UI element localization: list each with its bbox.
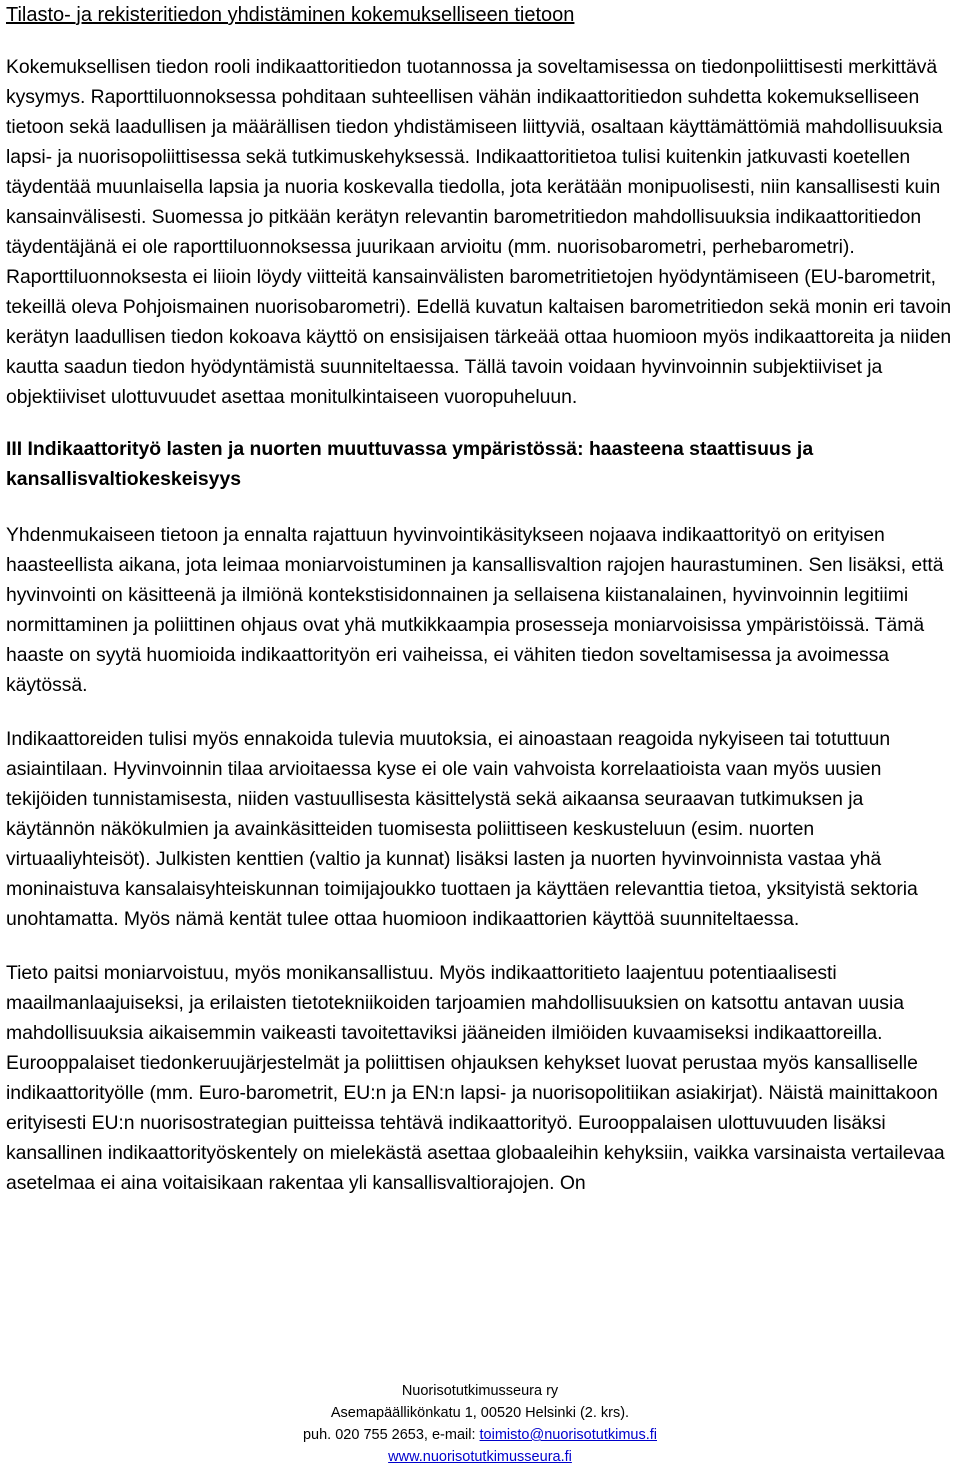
paragraph-3: Indikaattoreiden tulisi myös ennakoida tulevia muutoksia, ei ainoastaan reagoida nykyiseen tai totuttuun asiaintilaan. Hyvinvoinnin tilaa arvioitaessa kyse ei ole vain vahvoista korrelaatioista vaan myös uusien tekijöiden tunnistamisesta, niiden vastuullisesta käsittelystä sekä aikaansa seuraavan tutkimuksen ja käytännön näkökulmien ja avainkäsitteiden tuomisesta poliittiseen keskusteluun (esim. nuorten virtuaaliyhteisöt). Julkisten kenttien (valtio ja kunnat) lisäksi lasten ja nuorten hyvinvoinnista vastaa yhä moninaistuva kansalaisyhteiskunnan toimijajoukko tuottaen ja käyttäen relevanttia tietoa, yksityistä sektoria unohtamatta. Myös nämä kentät tulee ottaa huomioon indikaattorien käyttöä suunniteltaessa. [6, 728, 918, 930]
section-heading: III Indikaattorityö lasten ja nuorten muuttuvassa ympäristössä: haasteena staattisuus ja kansallisvaltiokeskeisyys [6, 438, 814, 490]
page-footer [0, 1380, 960, 1468]
footer-website [0, 1446, 960, 1468]
footer-email-link[interactable]: toimisto@nuorisotutkimus.fi [479, 1427, 658, 1443]
footer-website-link[interactable]: www.nuorisotutkimusseura.fi [388, 1449, 572, 1465]
footer-org: Nuorisotutkimusseura ry [401, 1383, 559, 1399]
footer-contact [0, 1424, 960, 1446]
document-page [6, 0, 956, 1198]
footer-address: Asemapäällikönkatu 1, 00520 Helsinki (2. krs). [330, 1405, 630, 1421]
paragraph-1: Kokemuksellisen tiedon rooli indikaattoritiedon tuotannossa ja soveltamisessa on tiedonpoliittisesti merkittävä kysymys. Raporttiluonnoksessa pohditaan suhteellisen vähän indikaattoritiedon suhdetta kokemukselliseen tietoon sekä laadullisen ja määrällisen tiedon yhdistämiseen liittyviä, osaltaan käyttämättömiä mahdollisuuksia lapsi- ja nuorisopoliittisessa sekä tutkimuskehyksessä. Indikaattoritietoa tulisi kuitenkin jatkuvasti koetellen täydentää muunlaisella lapsia ja nuoria koskevalla tiedolla, jota kerätään monipuolisesti, niin kansallisesti kuin kansainvälisesti. Suomessa jo pitkään kerätyn relevantin barometritiedon mahdollisuuksia indikaattoritiedon täydentäjänä ei ole raporttiluonnoksessa juurikaan arvioitu (mm. nuorisobarometri, perhebarometri). Raporttiluonnoksesta ei liioin löydy viitteitä kansainvälisten barometritietojen hyödyntämiseen (EU-barometrit, tekeillä oleva Pohjoismainen nuorisobarometri). Edellä kuvatun kaltaisen barometritiedon sekä monin eri tavoin kerätyn laadullisen tiedon kokoava käyttö on ensisijaisen tärkeää ottaa huomioon myös indikaattoreita ja niiden kautta saadun tiedon hyödyntämistä suunniteltaessa. Tällä tavoin voidaan hyvinvoinnin subjektiiviset ja objektiiviset ulottuvuudet asettaa monitulkintaiseen vuoropuheluun. [6, 56, 952, 408]
paragraph-2: Yhdenmukaiseen tietoon ja ennalta rajattuun hyvinvointikäsitykseen nojaava indikaattorityö on erityisen haasteellista aikana, jota leimaa moniarvoistuminen ja kansallisvaltion rajojen haurastuminen. Sen lisäksi, että hyvinvointi on käsitteenä ja ilmiönä kontekstisidonnainen ja sellaisena kiistanalainen, hyvinvoinnin legitiimi normittaminen ja poliittinen ohjaus ovat yhä mutkikkaampia prosesseja moniarvoisissa ympäristöissä. Tämä haaste on syytä huomioida indikaattorityön eri vaiheissa, ei vähiten tiedon soveltamisessa ja avoimessa käytössä. [6, 524, 944, 696]
section-title: Tilasto- ja rekisteritiedon yhdistäminen kokemukselliseen tietoon [6, 4, 575, 26]
footer-contact-prefix: puh. 020 755 2653, e-mail: [302, 1427, 480, 1443]
paragraph-4: Tieto paitsi moniarvoistuu, myös monikansallistuu. Myös indikaattoritieto laajentuu potentiaalisesti maailmanlaajuiseksi, ja erilaisten tietotekniikoiden tarjoamien mahdollisuuksien on katsottu antavan uusia mahdollisuuksia aikaisemmin vaikeasti tavoitettaviksi jääneiden ilmiöiden kuvaamiseksi indikaattoreilla. Eurooppalaiset tiedonkeruujärjestelmät ja poliittisen ohjauksen kehykset luovat perustaa myös kansalliselle indikaattorityölle (mm. Euro-barometrit, EU:n ja EN:n lapsi- ja nuorisopolitiikan asiakirjat). Näistä mainittakoon erityisesti EU:n nuorisostrategian puitteissa tehtävä indikaattorityö. Eurooppalaisen ulottuvuuden lisäksi kansallinen indikaattorityöskentely on mielekästä asettaa globaaleihin kehyksiin, vaikka varsinaista vertailevaa asetelmaa ei aina voitaisikaan rakentaa yli kansallisvaltiorajojen. On [6, 962, 945, 1194]
